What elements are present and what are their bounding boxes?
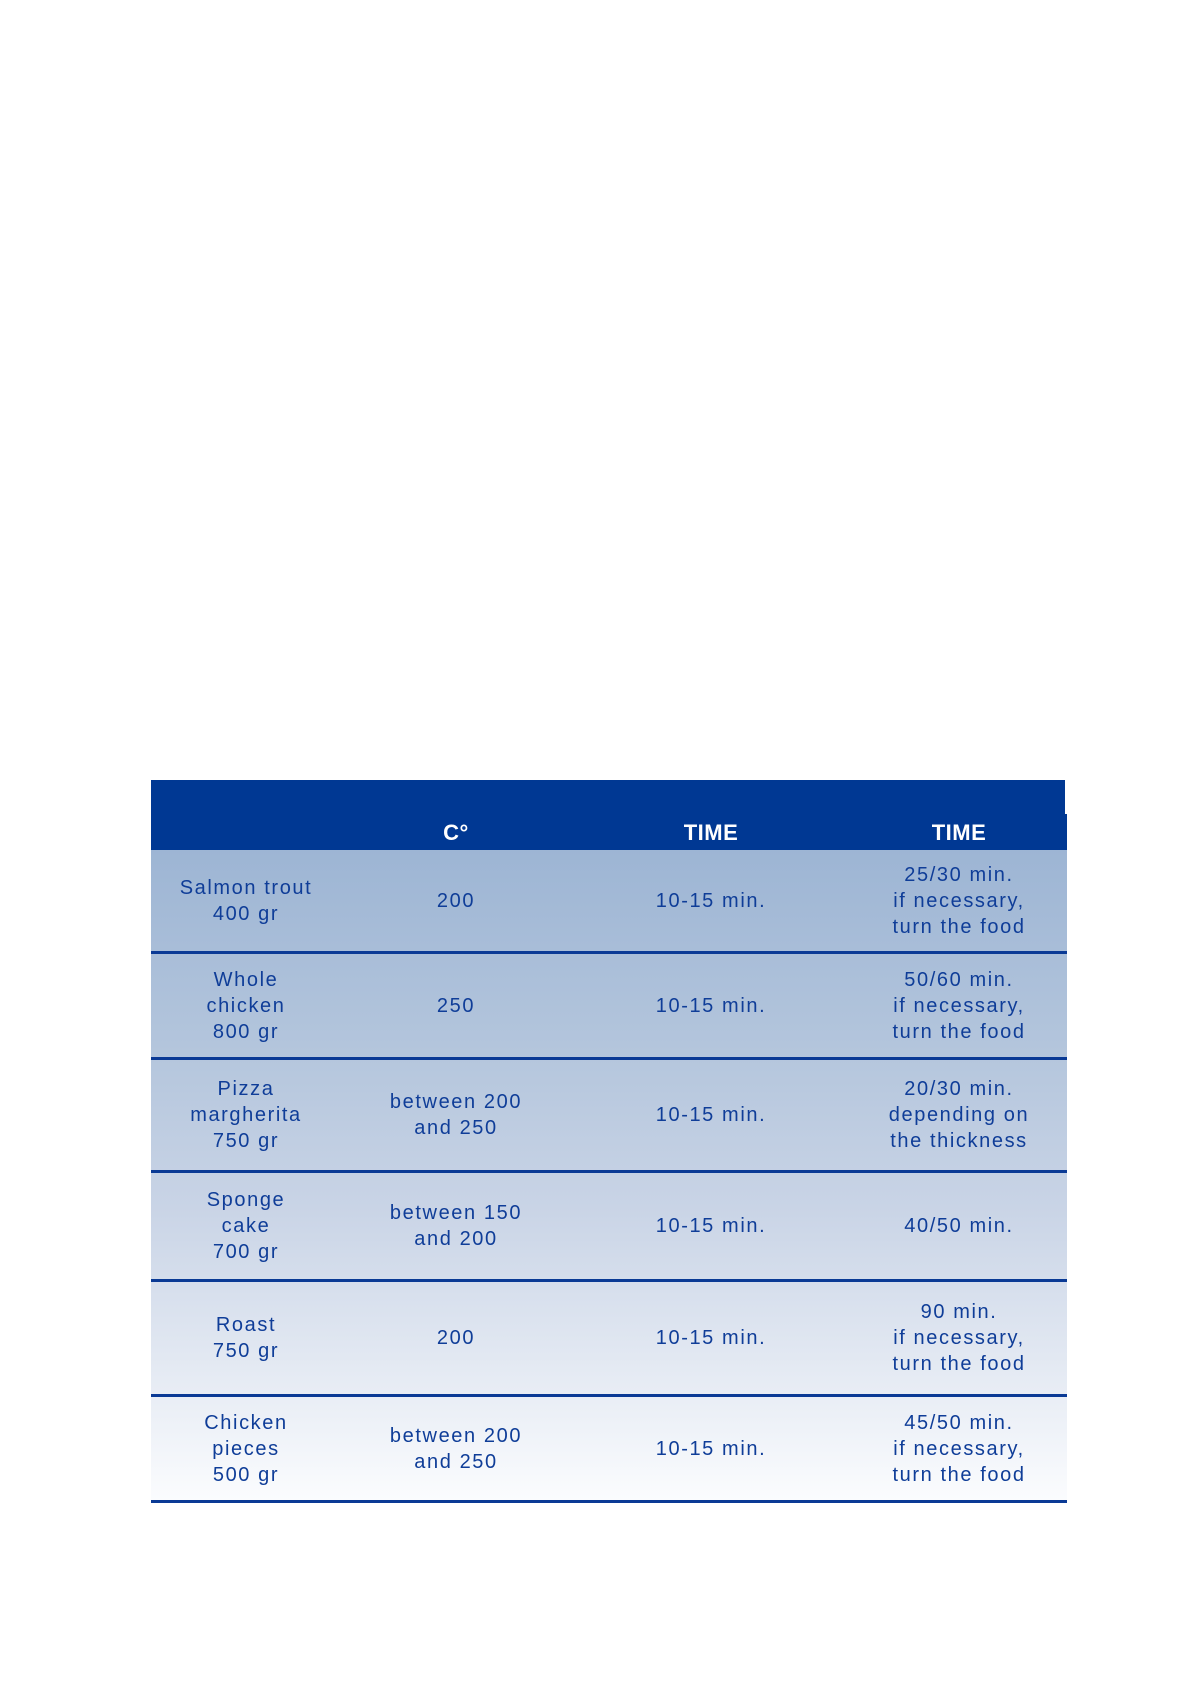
time-cell: 10-15 min. [655, 994, 767, 1017]
time-cell: 10-15 min. [655, 1327, 767, 1349]
food-cell: Roast 750 gr [212, 1314, 280, 1362]
cooking-time-cell: 40/50 min. [904, 1215, 1014, 1237]
time-cell: 10-15 min. [655, 1104, 767, 1126]
header-temperature: C° [443, 820, 469, 845]
cooking-time-cell: 20/30 min. depending on the thickness [888, 1078, 1030, 1152]
header-time-preheat: TIME [683, 820, 739, 845]
cooking-time-cell: 45/50 min. if necessary, turn the food [892, 1411, 1026, 1486]
header-notch [1065, 780, 1067, 814]
time-cell: 10-15 min. [655, 1215, 767, 1237]
food-cell: Chicken pieces 500 gr [204, 1411, 288, 1486]
temperature-cell: 200 [436, 889, 476, 912]
table-header [151, 780, 1067, 850]
food-cell: Sponge cake 700 gr [206, 1189, 286, 1263]
table-row [151, 951, 1067, 1057]
table-row [151, 1394, 1067, 1500]
temperature-cell: 250 [436, 994, 476, 1017]
temperature-cell: between 150 and 200 [389, 1202, 523, 1250]
header-time-cooking: TIME [931, 820, 987, 845]
time-cell: 10-15 min. [655, 889, 767, 912]
table-row [151, 1057, 1067, 1170]
temperature-cell: 200 [436, 1327, 476, 1349]
table-row [151, 1279, 1067, 1394]
temperature-cell: between 200 and 250 [389, 1424, 523, 1473]
table-row [151, 1170, 1067, 1279]
table-row [151, 850, 1067, 951]
temperature-cell: between 200 and 250 [389, 1091, 523, 1139]
cooking-table [151, 780, 1067, 1503]
cooking-time-cell: 50/60 min. if necessary, turn the food [892, 968, 1026, 1043]
table-body [151, 850, 1067, 1503]
cooking-time-cell: 90 min. if necessary, turn the food [892, 1301, 1026, 1375]
food-cell: Pizza margherita 750 gr [190, 1078, 302, 1152]
food-cell: Whole chicken 800 gr [206, 968, 286, 1043]
time-cell: 10-15 min. [655, 1437, 767, 1460]
cooking-time-cell: 25/30 min. if necessary, turn the food [892, 863, 1026, 938]
food-cell: Salmon trout 400 gr [179, 876, 313, 925]
